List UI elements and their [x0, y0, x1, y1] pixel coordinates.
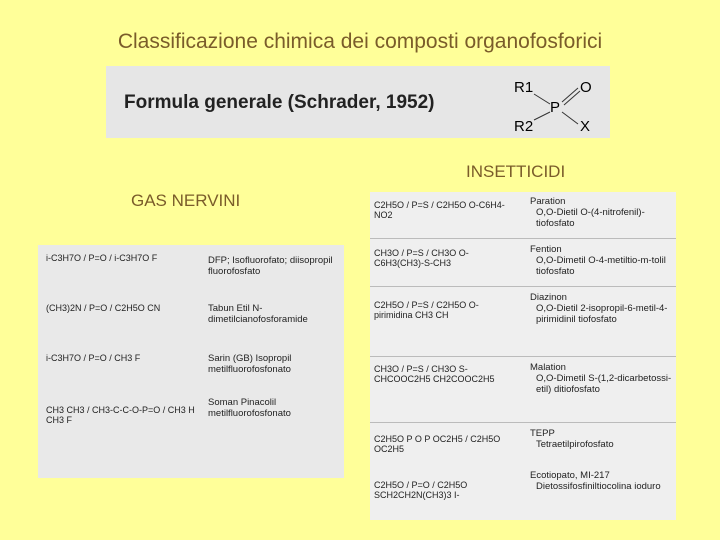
nerve-agent-name: DFP; Isofluorofato; diisopropil fluorofosfato: [208, 255, 333, 277]
insecticide-structure: CH3O / P=S / CH3O O-C6H3(CH3)-S-CH3: [374, 248, 469, 268]
insecticide-name: TEPP: [530, 428, 555, 439]
insecticide-name: Diazinon: [530, 292, 567, 303]
insecticide-name: Paration: [530, 196, 566, 207]
insecticide-structure: CH3O / P=S / CH3O S-CHCOOC2H5 CH2COOC2H5: [374, 364, 495, 384]
nerve-agent-structure: i-C3H7O / P=O / i-C3H7O F: [46, 253, 158, 263]
insecticide-name: Malation: [530, 362, 566, 373]
insetticidi-label: INSETTICIDI: [466, 162, 566, 181]
insecticide-name: Fention: [530, 244, 562, 255]
nerve-agent-name: Soman Pinacolil metilfluorofosfonato: [208, 397, 291, 419]
general-formula-structure: [106, 66, 610, 138]
divider: [370, 356, 676, 357]
nerve-agent-structure: (CH3)2N / P=O / C2H5O CN: [46, 303, 161, 313]
page-title: Classificazione chimica dei composti organofosforici: [117, 30, 603, 53]
nerve-agent-name: Sarin (GB) Isopropil metilfluorofosfonato: [208, 353, 292, 375]
insecticide-desc: Tetraetilpirofosfato: [536, 439, 614, 450]
insecticide-desc: O,O-Dietil 2-isopropil-6-metil-4-pirimidinil tiofosfato: [536, 303, 668, 325]
insecticides-image: [370, 192, 676, 520]
formula-x: X: [580, 118, 591, 135]
divider: [370, 238, 676, 239]
insecticide-name: Ecotiopato, MI-217: [530, 470, 610, 481]
formula-o: O: [580, 79, 592, 96]
nerve-agent-structure: CH3 CH3 / CH3-C-C-O-P=O / CH3 H CH3 F: [46, 405, 195, 425]
insecticide-structure: C2H5O / P=S / C2H5O O-pirimidina CH3 CH: [374, 300, 479, 320]
nerve-agent-structure: i-C3H7O / P=O / CH3 F: [46, 353, 141, 363]
formula-r2: R2: [514, 118, 534, 135]
insecticide-desc: O,O-Dimetil O-4-metiltio-m-tolil tiofosfato: [536, 255, 666, 277]
general-formula-image: [106, 66, 610, 138]
insecticide-structure: C2H5O P O P OC2H5 / C2H5O OC2H5: [374, 434, 501, 454]
insecticide-desc: O,O-Dietil O-(4-nitrofenil)-tiofosfato: [536, 207, 645, 229]
gas-nervini-label: GAS NERVINI: [131, 191, 241, 210]
formula-r1: R1: [514, 79, 534, 96]
nerve-agent-name: Tabun Etil N-dimetilcianofosforamide: [208, 303, 308, 325]
nerve-agents-image: [38, 245, 344, 478]
insecticide-desc: Dietossifosfiniltiocolina ioduro: [536, 481, 661, 492]
insecticide-structure: C2H5O / P=S / C2H5O O-C6H4-NO2: [374, 200, 505, 220]
divider: [370, 422, 676, 423]
insecticide-desc: O,O-Dimetil S-(1,2-dicarbetossi-etil) ditiofosfato: [536, 373, 672, 395]
formula-p: P: [550, 99, 561, 116]
divider: [370, 286, 676, 287]
insecticide-structure: C2H5O / P=O / C2H5O SCH2CH2N(CH3)3 I-: [374, 480, 468, 500]
general-formula-label: Formula generale (Schrader, 1952): [124, 92, 435, 113]
